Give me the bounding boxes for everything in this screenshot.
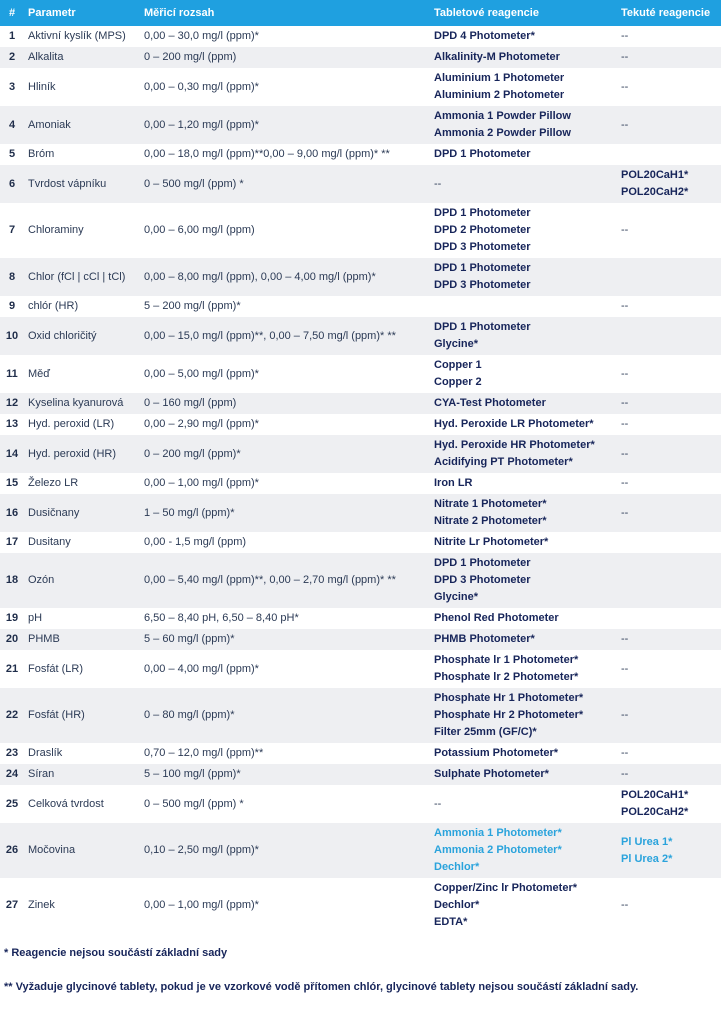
liquid-reagents: [617, 743, 721, 764]
liquid-reagents: [617, 355, 721, 393]
tablet-reagents: [430, 878, 617, 933]
liquid-reagents: [617, 165, 721, 203]
tablet-reagent-item: --: [434, 797, 442, 810]
tablet-reagent-item: Hyd. Peroxide HR Photometer*: [434, 439, 595, 451]
liquid-reagents: [617, 144, 721, 165]
row-number: 11: [0, 355, 24, 393]
liquid-reagent-item: --: [621, 118, 629, 131]
liquid-reagent-item: --: [621, 80, 629, 93]
tablet-reagent-item: Potassium Photometer*: [434, 747, 559, 759]
parameter-name: chlór (HR): [24, 296, 140, 317]
table-row: [0, 878, 721, 933]
liquid-reagents: [617, 688, 721, 743]
row-number: 21: [0, 650, 24, 688]
liquid-reagent-item: --: [621, 768, 629, 780]
tablet-reagent-item: Phenol Red Photometer: [434, 612, 559, 624]
parameter-name: Kyselina kyanurová: [24, 393, 140, 414]
tablet-reagents: [430, 393, 617, 414]
tablet-reagent-item: Copper 2: [434, 376, 482, 388]
parameter-name: pH: [24, 608, 140, 629]
measuring-range: 0,00 – 15,0 mg/l (ppm)**, 0,00 – 7,50 mg/l (ppm)* **: [140, 317, 430, 355]
parameter-name: Alkalita: [24, 47, 140, 68]
measuring-range: 0,00 – 5,00 mg/l (ppm)*: [140, 355, 430, 393]
table-row: [0, 494, 721, 532]
footnote-double-asterisk: ** Vyžaduje glycinové tablety, pokud je ve vzorkové vodě přítomen chlór, glycinové tablety nejsou součástí základní sady.: [4, 981, 639, 993]
row-number: 13: [0, 414, 24, 435]
liquid-reagent-item: --: [621, 300, 629, 312]
measuring-range: 0,70 – 12,0 mg/l (ppm)**: [140, 743, 430, 764]
tablet-reagent-item: Filter 25mm (GF/C)*: [434, 726, 537, 738]
liquid-reagent-item: --: [621, 633, 629, 645]
tablet-reagents: [430, 473, 617, 494]
tablet-reagent-item: DPD 4 Photometer*: [434, 30, 535, 42]
parameter-name: Močovina: [24, 823, 140, 878]
measuring-range: 5 – 200 mg/l (ppm)*: [140, 296, 430, 317]
parameter-name: PHMB: [24, 629, 140, 650]
tablet-reagent-item: Nitrate 1 Photometer*: [434, 498, 547, 510]
parameter-name: Oxid chloričitý: [24, 317, 140, 355]
table-row: [0, 296, 721, 317]
measuring-range: 0,10 – 2,50 mg/l (ppm)*: [140, 823, 430, 878]
row-number: 18: [0, 553, 24, 608]
tablet-reagent-item: Ammonia 2 Photometer*: [434, 844, 562, 856]
table-row: [0, 553, 721, 608]
liquid-reagent-item: --: [621, 899, 629, 911]
row-number: 2: [0, 47, 24, 68]
tablet-reagent-item: Glycine*: [434, 591, 479, 603]
tablet-reagent-item: Acidifying PT Photometer*: [434, 456, 573, 468]
liquid-reagents: [617, 473, 721, 494]
parameter-name: Fosfát (HR): [24, 688, 140, 743]
table-row: [0, 165, 721, 203]
tablet-reagent-item: DPD 1 Photometer: [434, 207, 531, 219]
table-row: [0, 203, 721, 258]
row-number: 25: [0, 785, 24, 823]
tablet-reagent-item: Nitrite Lr Photometer*: [434, 536, 549, 548]
tablet-reagent-item: Sulphate Photometer*: [434, 768, 549, 780]
tablet-reagent-item: Phosphate Hr 2 Photometer*: [434, 709, 584, 721]
row-number: 27: [0, 878, 24, 933]
tablet-reagents: [430, 106, 617, 144]
tablet-reagents: [430, 26, 617, 47]
measuring-range: 0 – 500 mg/l (ppm) *: [140, 165, 430, 203]
tablet-reagents: [430, 494, 617, 532]
parameter-name: Dusičnany: [24, 494, 140, 532]
tablet-reagent-item: Copper 1: [434, 359, 482, 371]
tablet-reagents: [430, 764, 617, 785]
liquid-reagent-item: --: [621, 709, 629, 721]
table-body: [0, 26, 721, 933]
table-row: [0, 317, 721, 355]
liquid-reagents: [617, 26, 721, 47]
tablet-reagent-item: CYA-Test Photometer: [434, 397, 546, 409]
liquid-reagent-item: POL20CaH1*: [621, 169, 689, 181]
parameter-name: Měď: [24, 355, 140, 393]
tablet-reagent-item: Dechlor*: [434, 861, 480, 873]
header-tablet-reagents: Tabletové reagencie: [430, 0, 617, 26]
liquid-reagent-item: POL20CaH2*: [621, 806, 689, 818]
parameter-name: Železo LR: [24, 473, 140, 494]
liquid-reagents: [617, 494, 721, 532]
parameter-name: Síran: [24, 764, 140, 785]
table-header-row: [0, 0, 721, 26]
table-row: [0, 688, 721, 743]
liquid-reagents: [617, 106, 721, 144]
table-row: [0, 743, 721, 764]
liquid-reagent-item: --: [621, 418, 629, 430]
tablet-reagents: [430, 688, 617, 743]
tablet-reagent-item: Aluminium 2 Photometer: [434, 89, 565, 101]
row-number: 6: [0, 165, 24, 203]
tablet-reagent-item: Dechlor*: [434, 899, 480, 911]
parameter-name: Chloraminy: [24, 203, 140, 258]
table-row: [0, 435, 721, 473]
parameter-name: Amoniak: [24, 106, 140, 144]
table-row: [0, 47, 721, 68]
row-number: 19: [0, 608, 24, 629]
header-range: Měřicí rozsah: [140, 0, 430, 26]
liquid-reagents: [617, 764, 721, 785]
measuring-range: 0 – 80 mg/l (ppm)*: [140, 688, 430, 743]
tablet-reagents: [430, 629, 617, 650]
row-number: 3: [0, 68, 24, 106]
liquid-reagents: [617, 629, 721, 650]
table-row: [0, 68, 721, 106]
tablet-reagent-item: EDTA*: [434, 916, 468, 928]
table-row: [0, 823, 721, 878]
liquid-reagents: [617, 68, 721, 106]
header-parameter: Parametr: [24, 0, 140, 26]
parameter-name: Chlor (fCl | cCl | tCl): [24, 258, 140, 296]
tablet-reagent-item: DPD 1 Photometer: [434, 321, 531, 333]
liquid-reagents: [617, 317, 721, 355]
tablet-reagent-item: Ammonia 1 Powder Pillow: [434, 110, 571, 122]
liquid-reagent-item: --: [621, 506, 629, 519]
liquid-reagents: [617, 608, 721, 629]
row-number: 4: [0, 106, 24, 144]
tablet-reagents: [430, 203, 617, 258]
measuring-range: 0 – 160 mg/l (ppm): [140, 393, 430, 414]
tablet-reagents: [430, 47, 617, 68]
tablet-reagent-item: Hyd. Peroxide LR Photometer*: [434, 418, 594, 430]
tablet-reagent-item: Alkalinity-M Photometer: [434, 51, 560, 63]
tablet-reagent-item: Glycine*: [434, 338, 479, 350]
liquid-reagents: [617, 47, 721, 68]
tablet-reagents: [430, 68, 617, 106]
liquid-reagent-item: --: [621, 224, 629, 236]
tablet-reagent-item: PHMB Photometer*: [434, 633, 535, 645]
liquid-reagent-item: --: [621, 397, 629, 409]
liquid-reagents: [617, 878, 721, 933]
parameter-name: Zinek: [24, 878, 140, 933]
measuring-range: 0,00 – 1,20 mg/l (ppm)*: [140, 106, 430, 144]
tablet-reagent-item: DPD 1 Photometer: [434, 148, 531, 160]
liquid-reagents: [617, 296, 721, 317]
row-number: 12: [0, 393, 24, 414]
tablet-reagents: [430, 608, 617, 629]
row-number: 20: [0, 629, 24, 650]
row-number: 8: [0, 258, 24, 296]
tablet-reagents: [430, 317, 617, 355]
parameter-name: Aktivní kyslík (MPS): [24, 26, 140, 47]
liquid-reagent-item: --: [621, 367, 629, 380]
measuring-range: 0,00 – 0,30 mg/l (ppm)*: [140, 68, 430, 106]
tablet-reagent-item: Aluminium 1 Photometer: [434, 72, 565, 84]
tablet-reagent-item: Copper/Zinc lr Photometer*: [434, 882, 578, 894]
measuring-range: 0,00 – 30,0 mg/l (ppm)*: [140, 26, 430, 47]
tablet-reagents: [430, 258, 617, 296]
tablet-reagent-item: DPD 2 Photometer: [434, 224, 531, 236]
row-number: 5: [0, 144, 24, 165]
tablet-reagent-item: Ammonia 2 Powder Pillow: [434, 127, 571, 139]
liquid-reagents: [617, 393, 721, 414]
tablet-reagent-item: DPD 1 Photometer: [434, 262, 531, 274]
tablet-reagent-item: Nitrate 2 Photometer*: [434, 515, 547, 527]
parameter-name: Celková tvrdost: [24, 785, 140, 823]
table-row: [0, 608, 721, 629]
header-number: #: [0, 0, 24, 26]
liquid-reagents: [617, 203, 721, 258]
liquid-reagent-item: POL20CaH1*: [621, 789, 689, 801]
measuring-range: 1 – 50 mg/l (ppm)*: [140, 494, 430, 532]
tablet-reagent-item: DPD 1 Photometer: [434, 557, 531, 569]
parameter-name: Draslík: [24, 743, 140, 764]
liquid-reagent-item: Pl Urea 2*: [621, 852, 673, 865]
liquid-reagent-item: POL20CaH2*: [621, 186, 689, 198]
parameter-name: Hliník: [24, 68, 140, 106]
parameter-name: Hyd. peroxid (HR): [24, 435, 140, 473]
tablet-reagent-item: Phosphate lr 1 Photometer*: [434, 654, 579, 666]
measuring-range: 0,00 – 1,00 mg/l (ppm)*: [140, 878, 430, 933]
header-liquid-reagents: Tekuté reagencie: [617, 0, 721, 26]
measuring-range: 0 – 200 mg/l (ppm): [140, 47, 430, 68]
liquid-reagent-item: --: [621, 447, 629, 460]
row-number: 10: [0, 317, 24, 355]
liquid-reagents: [617, 823, 721, 878]
table-row: [0, 650, 721, 688]
table-row: [0, 106, 721, 144]
measuring-range: 0,00 – 6,00 mg/l (ppm): [140, 203, 430, 258]
row-number: 26: [0, 823, 24, 878]
liquid-reagents: [617, 258, 721, 296]
liquid-reagents: [617, 414, 721, 435]
measuring-range: 0,00 – 2,90 mg/l (ppm)*: [140, 414, 430, 435]
row-number: 23: [0, 743, 24, 764]
tablet-reagents: [430, 650, 617, 688]
measuring-range: 0,00 – 8,00 mg/l (ppm), 0,00 – 4,00 mg/l (ppm)*: [140, 258, 430, 296]
tablet-reagents: [430, 144, 617, 165]
liquid-reagent-item: --: [621, 747, 629, 759]
tablet-reagents: [430, 414, 617, 435]
table-row: [0, 473, 721, 494]
table-row: [0, 629, 721, 650]
table-row: [0, 258, 721, 296]
row-number: 22: [0, 688, 24, 743]
liquid-reagent-item: --: [621, 30, 629, 42]
tablet-reagent-item: DPD 3 Photometer: [434, 241, 531, 253]
liquid-reagents: [617, 785, 721, 823]
row-number: 7: [0, 203, 24, 258]
measuring-range: 0,00 – 1,00 mg/l (ppm)*: [140, 473, 430, 494]
measuring-range: 0 – 200 mg/l (ppm)*: [140, 435, 430, 473]
measuring-range: 0,00 – 18,0 mg/l (ppm)**0,00 – 9,00 mg/l (ppm)* **: [140, 144, 430, 165]
table-row: [0, 355, 721, 393]
tablet-reagent-item: Phosphate lr 2 Photometer*: [434, 671, 579, 683]
parameter-name: Hyd. peroxid (LR): [24, 414, 140, 435]
parameter-name: Dusitany: [24, 532, 140, 553]
footnote-single-asterisk: * Reagencie nejsou součástí základní sady: [4, 947, 228, 959]
liquid-reagent-item: --: [621, 477, 629, 489]
tablet-reagents: [430, 532, 617, 553]
tablet-reagent-item: DPD 3 Photometer: [434, 574, 531, 586]
row-number: 9: [0, 296, 24, 317]
tablet-reagent-item: --: [434, 177, 442, 190]
row-number: 14: [0, 435, 24, 473]
table-row: [0, 532, 721, 553]
tablet-reagents: [430, 165, 617, 203]
tablet-reagents: [430, 785, 617, 823]
row-number: 17: [0, 532, 24, 553]
liquid-reagents: [617, 650, 721, 688]
table-row: [0, 764, 721, 785]
tablet-reagents: [430, 435, 617, 473]
liquid-reagent-item: Pl Urea 1*: [621, 835, 673, 848]
measuring-range: 0 – 500 mg/l (ppm) *: [140, 785, 430, 823]
parameter-name: Bróm: [24, 144, 140, 165]
row-number: 24: [0, 764, 24, 785]
table-row: [0, 785, 721, 823]
measuring-range: 0,00 – 4,00 mg/l (ppm)*: [140, 650, 430, 688]
tablet-reagent-item: Iron LR: [434, 477, 473, 489]
liquid-reagent-item: --: [621, 662, 629, 675]
measuring-range: 0,00 - 1,5 mg/l (ppm): [140, 532, 430, 553]
parameter-name: Tvrdost vápníku: [24, 165, 140, 203]
tablet-reagents: [430, 296, 617, 317]
table-row: [0, 393, 721, 414]
measuring-range: 0,00 – 5,40 mg/l (ppm)**, 0,00 – 2,70 mg/l (ppm)* **: [140, 553, 430, 608]
table-row: [0, 414, 721, 435]
table-row: [0, 144, 721, 165]
tablet-reagents: [430, 355, 617, 393]
liquid-reagents: [617, 532, 721, 553]
tablet-reagent-item: Phosphate Hr 1 Photometer*: [434, 692, 584, 704]
liquid-reagent-item: --: [621, 51, 629, 63]
tablet-reagents: [430, 823, 617, 878]
parameter-name: Ozón: [24, 553, 140, 608]
liquid-reagents: [617, 553, 721, 608]
liquid-reagents: [617, 435, 721, 473]
parameter-name: Fosfát (LR): [24, 650, 140, 688]
row-number: 16: [0, 494, 24, 532]
row-number: 15: [0, 473, 24, 494]
measuring-range: 6,50 – 8,40 pH, 6,50 – 8,40 pH*: [140, 608, 430, 629]
row-number: 1: [0, 26, 24, 47]
tablet-reagents: [430, 553, 617, 608]
tablet-reagent-item: DPD 3 Photometer: [434, 279, 531, 291]
measuring-range: 5 – 60 mg/l (ppm)*: [140, 629, 430, 650]
measuring-range: 5 – 100 mg/l (ppm)*: [140, 764, 430, 785]
tablet-reagents: [430, 743, 617, 764]
tablet-reagent-item: Ammonia 1 Photometer*: [434, 827, 562, 839]
table-row: [0, 26, 721, 47]
